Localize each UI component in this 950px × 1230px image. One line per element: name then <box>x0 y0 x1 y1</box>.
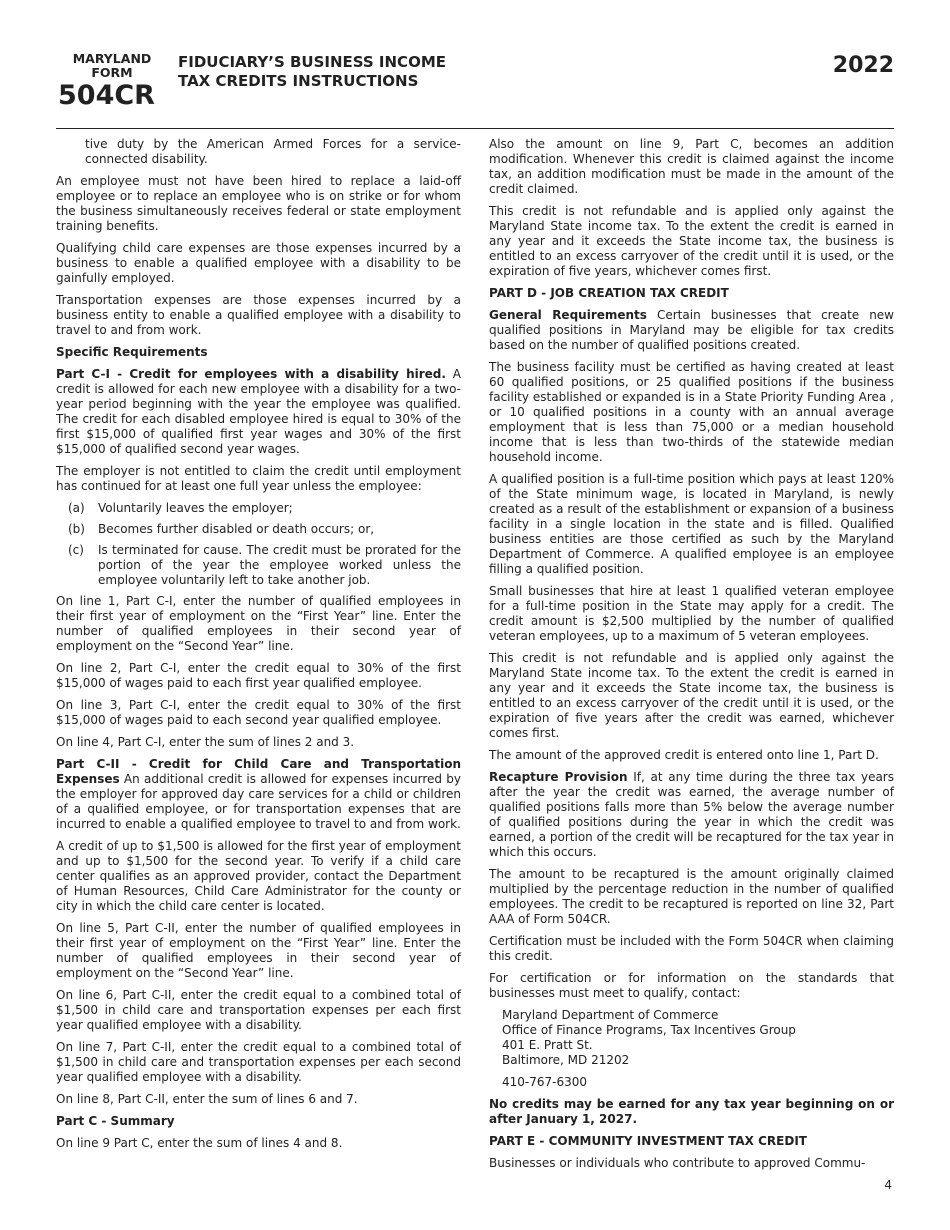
paragraph: A credit of up to $1,500 is allowed for the first year of employment and up to $1,500 for the second year. To verify if a child care center qualifies as an approved provider, contact the Department of Human Resources, Child Care Administrator for the county or city in which the child care center is located. <box>56 839 461 913</box>
part-c1-text: A credit is allowed for each new employee with a disability for a two- year period beginning with the year the employee was qualified. The credit for each disabled employee hired is equal to 30% of the first $15,000 of qualified first year wages and 30% of the first $15,000 of qualified second year wages. <box>56 367 462 456</box>
list-item-label: (b) <box>68 522 85 536</box>
address-line: 401 E. Pratt St. <box>502 1038 593 1052</box>
part-c2-heading: Part C-II - Credit for Child Care and Transportation Expenses <box>56 757 461 786</box>
form-id-block <box>58 52 166 111</box>
form-number: 504CR <box>58 80 155 111</box>
form-label: FORM <box>91 65 133 80</box>
list-item-label: (a) <box>68 501 85 515</box>
left-column <box>56 137 461 1158</box>
general-requirements-heading: General Requirements <box>489 308 647 322</box>
paragraph: Qualifying child care expenses are those expenses incurred by a business to enable a qualified employee with a disability to be gainfully employed. <box>56 241 461 285</box>
paragraph: The business facility must be certified as having created at least 60 qualified positions, or 25 qualified positions if the business facility established or expanded is in a State Priority Funding Area , or 10 qualified positions in a county with an annual average employment that is less than 75,000 or a median household income that is less than two-thirds of the statewide median household income. <box>489 360 894 464</box>
paragraph-recapture <box>489 770 894 860</box>
state-label: MARYLAND <box>72 51 152 66</box>
paragraph: tive duty by the American Armed Forces for a service-connected disability. <box>85 137 461 166</box>
right-column <box>489 137 894 1178</box>
paragraph: On line 8, Part C-II, enter the sum of lines 6 and 7. <box>56 1092 358 1106</box>
paragraph: Businesses or individuals who contribute to approved Commu- <box>489 1156 866 1170</box>
list-item-text: Becomes further disabled or death occurs; or, <box>98 522 375 536</box>
paragraph-no-credits: No credits may be earned for any tax year beginning on or after January 1, 2027. <box>489 1097 894 1126</box>
section-heading-part-e: PART E - COMMUNITY INVESTMENT TAX CREDIT <box>489 1134 807 1148</box>
paragraph: On line 3, Part C-I, enter the credit equal to 30% of the first $15,000 of wages paid to each second year qualified employee. <box>56 698 461 727</box>
header-divider <box>56 128 894 129</box>
part-c2-text: An additional credit is allowed for expenses incurred by the employer for approved day care services for a child or children of a qualified employee, or for transportation expenses that are incurred to enable a qualified employee to travel to and from work. <box>56 772 461 831</box>
list-item-label: (c) <box>68 543 84 557</box>
title-line-1: FIDUCIARY’S BUSINESS INCOME <box>178 53 446 71</box>
paragraph: On line 9 Part C, enter the sum of lines 4 and 8. <box>56 1136 343 1150</box>
address-line: Maryland Department of Commerce <box>502 1008 719 1022</box>
list-item <box>56 501 461 516</box>
paragraph: This credit is not refundable and is applied only against the Maryland State income tax. To the extent the credit is earned in any year and it exceeds the State income tax, the business is entitled to an excess carryover of the credit until it is used, or the expiration of five years, whichever comes first. <box>489 204 894 278</box>
page-number: 4 <box>884 1178 892 1192</box>
paragraph: The amount to be recaptured is the amount originally claimed multiplied by the percentage reduction in the number of qualified employees. The credit to be recaptured is reported on line 32, Part AAA of Form 504CR. <box>489 867 894 926</box>
paragraph: The employer is not entitled to claim the credit until employment has continued for at least one full year unless the employee: <box>56 464 461 493</box>
paragraph: This credit is not refundable and is applied only against the Maryland State income tax. To the extent the credit is earned in any year and it exceeds the State income tax, the business is entitled to an excess carryover of the credit until it is used, or the expiration of five years after the credit was earned, whichever comes first. <box>489 651 894 740</box>
paragraph-part-c2 <box>56 757 461 832</box>
list-item-text: Voluntarily leaves the employer; <box>98 501 293 515</box>
paragraph: For certification or for information on the standards that businesses must meet to qualify, contact: <box>489 971 894 1000</box>
contact-address <box>489 1008 894 1068</box>
address-line: Office of Finance Programs, Tax Incentives Group <box>502 1023 796 1037</box>
paragraph: Small businesses that hire at least 1 qualified veteran employee for a full-time position in the State may apply for a credit. The credit amount is $2,500 multiplied by the number of qualified veteran employees, up to a maximum of 5 veteran employees. <box>489 584 894 643</box>
paragraph: Certification must be included with the Form 504CR when claiming this credit. <box>489 934 894 963</box>
paragraph: Transportation expenses are those expenses incurred by a business entity to enable a qualified employee with a disability to travel to and from work. <box>56 293 461 337</box>
tax-year: 2022 <box>832 53 894 78</box>
paragraph: On line 2, Part C-I, enter the credit equal to 30% of the first $15,000 of wages paid to each first year qualified employee. <box>56 661 461 690</box>
part-c1-heading: Part C-I - Credit for employees with a disability hired. <box>56 367 446 381</box>
paragraph: On line 7, Part C-II, enter the credit equal to a combined total of $1,500 in child care and transportation expenses per each second year qualified employee with a disability. <box>56 1040 461 1084</box>
paragraph: A qualified position is a full-time position which pays at least 120% of the State minimum wage, is located in Maryland, is newly created as a result of the establishment or expansion of a business facility in a single location in the state and is filled. Qualified business entities are those certified as such by the Maryland Department of Commerce. A qualified employee is an employee filling a qualified position. <box>489 472 894 576</box>
paragraph: On line 4, Part C-I, enter the sum of lines 2 and 3. <box>56 735 355 749</box>
list-item <box>56 522 461 537</box>
list-item <box>56 543 461 588</box>
section-heading-specific-requirements: Specific Requirements <box>56 345 208 359</box>
general-requirements-text: Certain businesses that create new qualified positions in Maryland may be eligible for tax credits based on the number of qualified positions created. <box>489 308 894 352</box>
paragraph: An employee must not have been hired to replace a laid-off employee or to replace an employee who is on strike or for whom the business simultaneously receives federal or state employment training benefits. <box>56 174 461 233</box>
paragraph-part-c1 <box>56 367 461 457</box>
section-heading-part-c-summary: Part C - Summary <box>56 1114 175 1128</box>
paragraph: Also the amount on line 9, Part C, becomes an addition modification. Whenever this credit is claimed against the income tax, an addition modification must be made in the amount of the credit claimed. <box>489 137 894 196</box>
document-title <box>178 53 446 91</box>
paragraph: On line 6, Part C-II, enter the credit equal to a combined total of $1,500 in child care and transportation expenses per each first year qualified employee with a disability. <box>56 988 461 1032</box>
paragraph-general-requirements <box>489 308 894 353</box>
recapture-heading: Recapture Provision <box>489 770 628 784</box>
title-line-2: TAX CREDITS INSTRUCTIONS <box>178 72 419 90</box>
list-item-text: Is terminated for cause. The credit must be prorated for the portion of the year the employee worked unless the employee voluntarily left to take another job. <box>98 543 461 587</box>
section-heading-part-d: PART D - JOB CREATION TAX CREDIT <box>489 286 729 300</box>
paragraph: The amount of the approved credit is entered onto line 1, Part D. <box>489 748 879 762</box>
paragraph: On line 1, Part C-I, enter the number of qualified employees in their first year of employment on the “First Year” line. Enter the number of qualified employees in their second year of employment on the “Second Year” line. <box>56 594 461 653</box>
contact-phone: 410-767-6300 <box>502 1075 588 1089</box>
address-line: Baltimore, MD 21202 <box>502 1053 630 1067</box>
recapture-text: If, at any time during the three tax years after the year the credit was earned, the average number of qualified positions falls more than 5% below the average number of qualified positions during the year in which the credit was earned, a portion of the credit will be recaptured for the tax year in which this occurs. <box>489 770 894 859</box>
paragraph: On line 5, Part C-II, enter the number of qualified employees in their first year of employment on the “First Year” line. Enter the number of qualified employees in their second year of employment on the “Second Year” line. <box>56 921 461 980</box>
